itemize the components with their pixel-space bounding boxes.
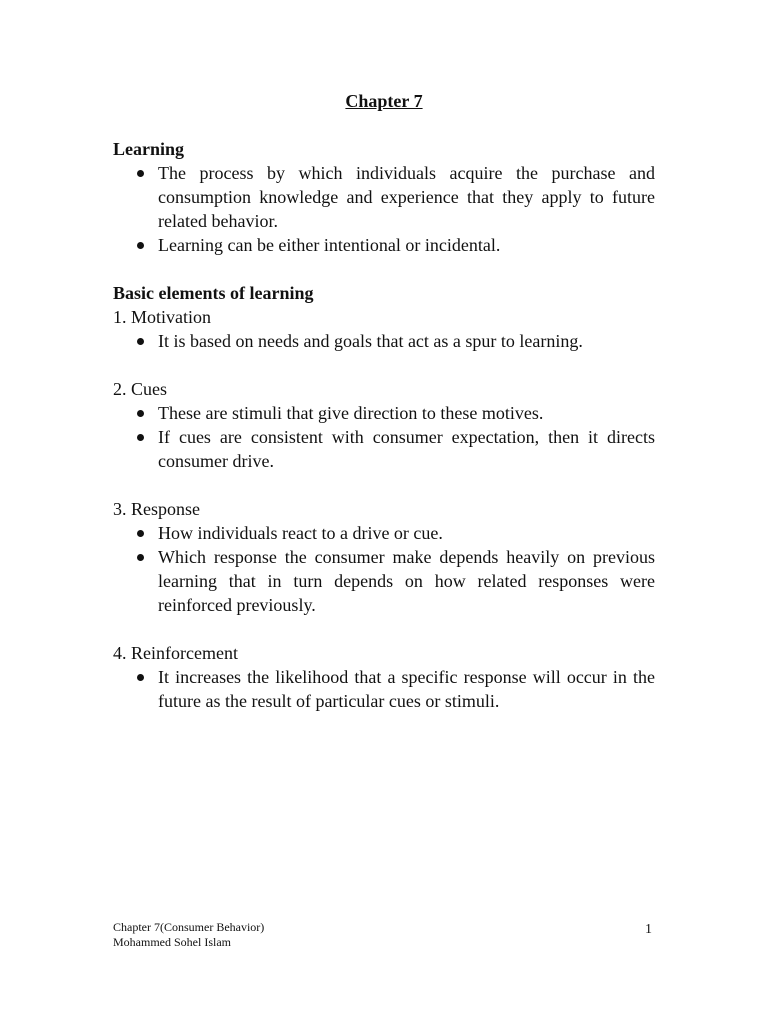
response-bullet-list bbox=[113, 521, 655, 617]
bullet-icon bbox=[137, 674, 144, 681]
list-item bbox=[113, 233, 655, 257]
motivation-bullet-list bbox=[113, 329, 655, 353]
bullet-text: The process by which individuals acquire the purchase and consumption knowledge and experience that they apply to future related behavior. bbox=[158, 163, 655, 231]
bullet-text: It increases the likelihood that a specific response will occur in the future as the result of particular cues or stimuli. bbox=[158, 667, 655, 711]
list-item bbox=[113, 401, 655, 425]
subheading-cues: 2. Cues bbox=[113, 379, 167, 399]
bullet-icon bbox=[137, 434, 144, 441]
section-heading-learning: Learning bbox=[113, 139, 185, 159]
bullet-text: If cues are consistent with consumer expectation, then it directs consumer drive. bbox=[158, 427, 655, 471]
bullet-icon bbox=[137, 530, 144, 537]
list-item bbox=[113, 545, 655, 617]
learning-bullet-list bbox=[113, 161, 655, 257]
chapter-title: Chapter 7 bbox=[345, 91, 423, 111]
bullet-text: Which response the consumer make depends heavily on previous learning that in turn depends on how related responses were reinforced previously. bbox=[158, 547, 655, 615]
bullet-text: These are stimuli that give direction to these motives. bbox=[158, 403, 544, 423]
section-heading-basic-elements: Basic elements of learning bbox=[113, 283, 314, 303]
subheading-motivation: 1. Motivation bbox=[113, 307, 211, 327]
document-body bbox=[113, 137, 655, 713]
bullet-text: It is based on needs and goals that act as a spur to learning. bbox=[158, 331, 583, 351]
subheading-reinforcement: 4. Reinforcement bbox=[113, 643, 238, 663]
bullet-icon bbox=[137, 170, 144, 177]
bullet-icon bbox=[137, 554, 144, 561]
bullet-text: How individuals react to a drive or cue. bbox=[158, 523, 443, 543]
bullet-icon bbox=[137, 410, 144, 417]
footer-info bbox=[113, 920, 264, 950]
list-item bbox=[113, 425, 655, 473]
footer-chapter: Chapter 7(Consumer Behavior) bbox=[113, 920, 265, 934]
list-item bbox=[113, 521, 655, 545]
footer-author: Mohammed Sohel Islam bbox=[113, 935, 231, 949]
list-item bbox=[113, 329, 655, 353]
list-item bbox=[113, 665, 655, 713]
reinforcement-bullet-list bbox=[113, 665, 655, 713]
bullet-icon bbox=[137, 338, 144, 345]
list-item bbox=[113, 161, 655, 233]
page-number: 1 bbox=[645, 922, 652, 937]
bullet-icon bbox=[137, 242, 144, 249]
cues-bullet-list bbox=[113, 401, 655, 473]
bullet-text: Learning can be either intentional or incidental. bbox=[158, 235, 501, 255]
subheading-response: 3. Response bbox=[113, 499, 200, 519]
